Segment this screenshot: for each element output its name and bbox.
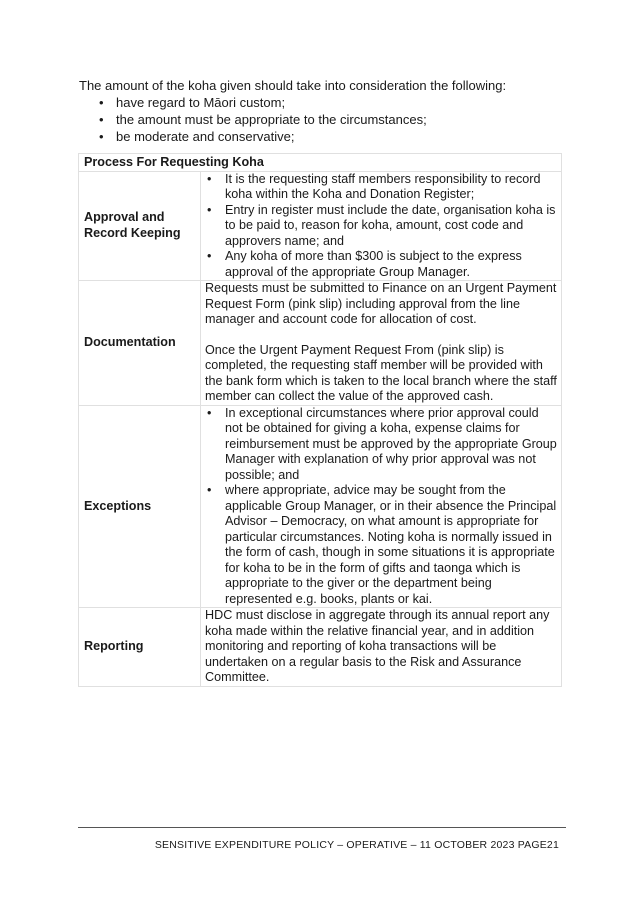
row-content [201, 281, 562, 406]
row-bullet: • where appropriate, advice may be sought from the applicable Group Manager, or in their absence the Principal Advisor – Democracy, on what amount is appropriate for particular circumstances. Noting koha is normally issued in the form of cash, though in some situations it is appropriate for koha to be in the form of gifts and taonga which is appropriate to the giver or the department being represented e.g. books, plants or kai. [205, 483, 557, 607]
table-row-documentation [79, 281, 562, 406]
intro-section [79, 77, 559, 145]
row-content [201, 608, 562, 687]
table-row-exceptions [79, 405, 562, 608]
row-label: Approval and Record Keeping [79, 171, 201, 281]
page-footer: SENSITIVE EXPENDITURE POLICY – OPERATIVE – 11 OCTOBER 2023 PAGE21 [154, 839, 559, 851]
intro-bullet: • be moderate and conservative; [79, 128, 559, 145]
row-bullet-list [205, 172, 557, 281]
koha-process-table [78, 153, 562, 687]
row-paragraph: Once the Urgent Payment Request From (pink slip) is completed, the requesting staff member will be provided with the bank form which is taken to the local branch where the staff member can collect the value of the approved cash. [205, 342, 557, 403]
row-bullet-list [205, 406, 557, 608]
row-label: Reporting [79, 608, 201, 687]
row-bullet: • Entry in register must include the date, organisation koha is to be paid to, reason for koha, amount, cost code and approvers name; and [205, 203, 557, 250]
row-paragraph: Requests must be submitted to Finance on an Urgent Payment Request Form (pink slip) including approval from the line manager and account code for allocation of cost. [205, 281, 557, 326]
intro-bullet: • the amount must be appropriate to the circumstances; [79, 111, 559, 128]
table-header: Process For Requesting Koha [79, 154, 562, 172]
table-row-approval [79, 171, 562, 281]
intro-lead: The amount of the koha given should take into consideration the following: [79, 78, 507, 93]
row-bullet: • In exceptional circumstances where prior approval could not be obtained for giving a koha, expense claims for reimbursement must be approved by the appropriate Group Manager with explanation of why prior approval was not possible; and [205, 406, 557, 484]
row-content [201, 171, 562, 281]
row-bullet: • It is the requesting staff members responsibility to record koha within the Koha and Donation Register; [205, 172, 557, 203]
row-label: Documentation [79, 281, 201, 406]
row-bullet: • Any koha of more than $300 is subject to the express approval of the appropriate Group Manager. [205, 249, 557, 280]
table-row-reporting [79, 608, 562, 687]
intro-bullet-list [79, 94, 559, 145]
table-header-row [79, 154, 562, 172]
footer-divider [78, 827, 566, 828]
row-content [201, 405, 562, 608]
row-paragraph: HDC must disclose in aggregate through its annual report any koha made within the relative financial year, and in addition monitoring and reporting of koha transactions will be undertaken on a regular basis to the Risk and Assurance Committee. [205, 608, 550, 684]
row-label: Exceptions [79, 405, 201, 608]
intro-bullet: • have regard to Māori custom; [79, 94, 559, 111]
